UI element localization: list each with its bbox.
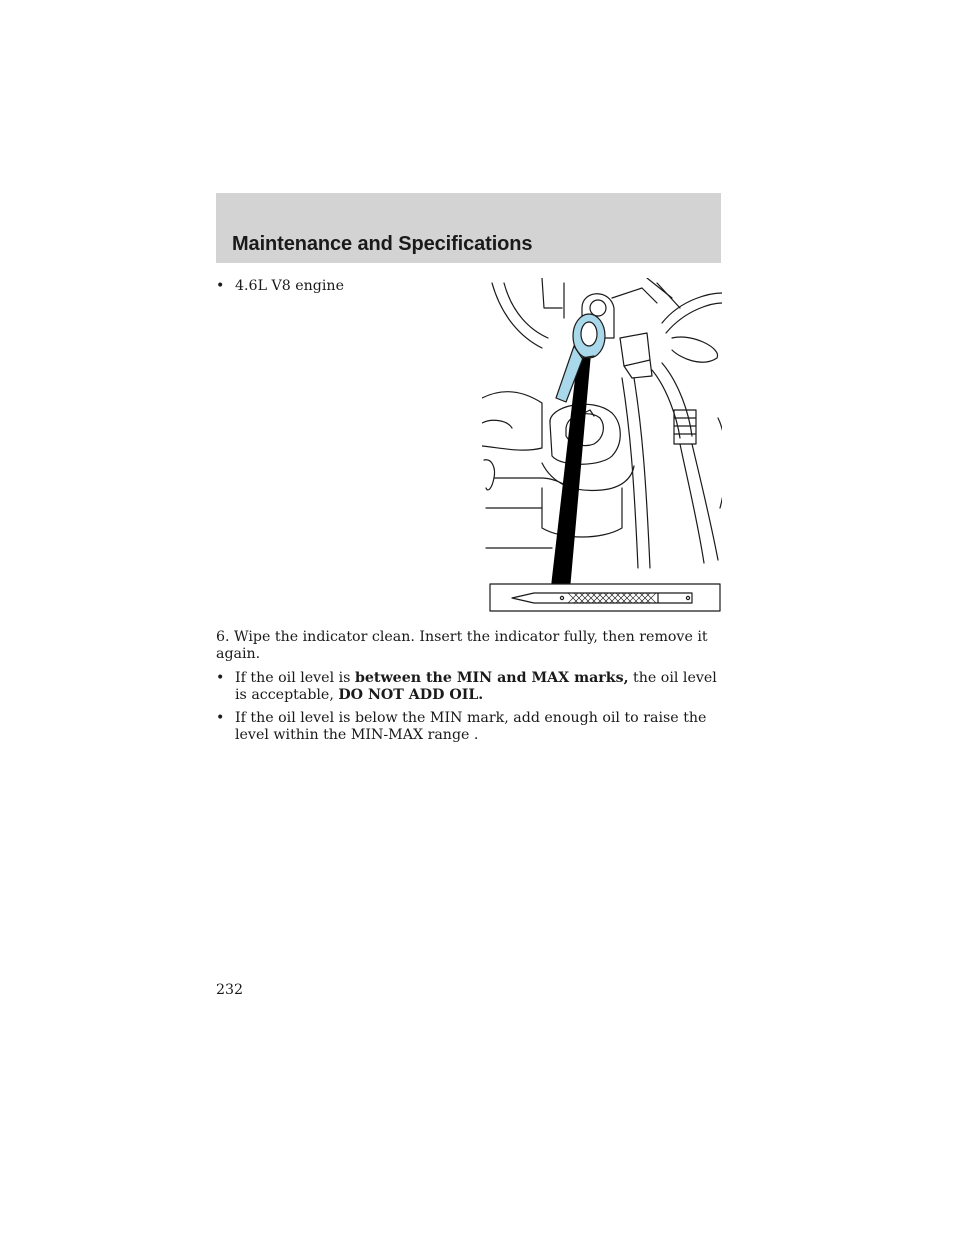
bullet-text-part1: If the oil level is (235, 670, 355, 686)
engine-bullet (216, 278, 456, 295)
bullet-body (235, 670, 722, 703)
step-6-instruction: 6. Wipe the indicator clean. Insert the indicator fully, then remove it again. (216, 629, 708, 662)
bullet-oil-acceptable (216, 670, 722, 703)
bullet-dot: • (216, 670, 225, 686)
bullet-dot: • (216, 710, 225, 726)
page-number: 232 (216, 982, 244, 998)
bullet-body: If the oil level is below the MIN mark, add enough oil to raise the level within the MIN-MAX range . (235, 710, 707, 743)
bullet-dot: • (216, 278, 225, 294)
bullet-bold-min-max: between the MIN and MAX marks, (354, 670, 629, 686)
bullet-bold-do-not-add: DO NOT ADD OIL. (338, 686, 484, 703)
bullet-text-part2: the oil level is acceptable, (235, 670, 717, 703)
engine-label: 4.6L V8 engine (235, 278, 344, 294)
oil-dipstick-illustration (482, 278, 722, 613)
section-header-band (216, 193, 721, 263)
bullet-oil-below-min (216, 710, 722, 743)
section-title: Maintenance and Specifications (232, 233, 533, 255)
